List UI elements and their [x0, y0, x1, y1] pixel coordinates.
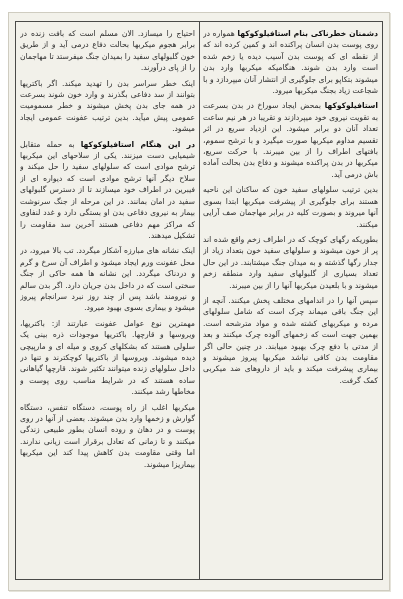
paragraph: [203, 184, 378, 230]
paragraph: [20, 139, 195, 242]
paragraph-text: اینک نشانه های مبارزه آشکار میگردد. تب بالا میرود، در محل عفونت ورم ایجاد میشود و اطراف آن سرخ و گرم و دردناک میگردد. این نشانه ها همه حاکی از جنگ سختی است که در داخل بدن جریان دارد. اگر بدن سالم و نیرومند باشد پس از چند روز نبرد سرانجام پیروز میشود و بیماری بسوی بهبود میرود.: [20, 246, 195, 313]
paragraph-lead: استافیلوکوکها: [324, 101, 378, 111]
paragraph: [20, 28, 195, 74]
right-column: [203, 28, 378, 573]
paragraph-text: بطوریکه رگهای کوچک که در اطراف زخم واقع شده اند پر از خون میشوند و سلولهای سفید خون بتعداد زیاد از جدار رگها گذشته و به میدان جنگ میشتابند. در این حال تعداد بسیاری از گلبولهای سفید وارد منطقه زخم میشوند و با بلعیدن میکربها آنها را از بین میبرند.: [203, 234, 378, 290]
paragraph-text: بدین ترتیب سلولهای سفید خون که ساکنان این ناحیه هستند برای جلوگیری از پیشرفت میکربها ابتدا بسوی آنها میروند و بصورت کلیه در برابر مهاجمان صف آرایی میکنند.: [203, 185, 378, 229]
paragraph-text: به حمله متقابل شیمیایی دست میزنند. یکی از سلاحهای این میکربها ترشح موادی است که سلولهای سفید را حل میکند و سلاح دیگر آنها ترشح موادی است که دیواره ای از فیبرین در اطراف خود میسازند تا از دسترس گلبولهای سفید در امان بمانند. در این مرحله از جنگ سرنوشت بیمار به نیروی دفاعی بدن او بستگی دارد و غدد لنفاوی که مراکز مهم دفاعی هستند آخرین سد مقاومت را تشکیل میدهند.: [20, 139, 195, 240]
paragraph: [203, 100, 378, 180]
paragraph: [20, 318, 195, 398]
paragraph: [20, 78, 195, 135]
left-column: [20, 28, 195, 573]
document-page: [8, 12, 390, 591]
paragraph: [203, 234, 378, 291]
paragraph-lead: دشمنان خطرناکی بنام استافیلوکوکها: [237, 29, 378, 38]
paragraph: [20, 402, 195, 470]
paragraph-text: همواره در روی پوست بدن انسان پراکنده اند و کمین کرده اند که از نقطه ای که پوست بدن آسیب دیده یا زخم شده است وارد بدن شوند. هنگامیکه میکربها وارد بدن میشوند بتکاپو برای جلوگیری از انتشار آنان میپردازد و با شجاعت زیاد بجنگ میکربها میرود.: [203, 29, 378, 96]
paragraph: [203, 295, 378, 386]
paragraph: [20, 245, 195, 313]
paragraph: [203, 28, 378, 96]
column-divider: [199, 22, 200, 579]
page-frame: [15, 21, 383, 580]
paragraph-text: مهمترین نوع عوامل عفونت عبارتند از: باکتریها، ویروسها و قارچها. باکتریها موجودات ذره بینی یک سلولی هستند که بشکلهای کروی و میله ای و مارپیچی دیده میشوند. ویروسها از باکتریها کوچکترند و تنها در داخل سلولهای زنده میتوانند تکثیر شوند. قارچها گیاهانی ساده هستند که در شرایط مناسب روی پوست و مخاطها رشد میکنند.: [20, 318, 195, 397]
paragraph-text: احتیاج را میسازد. الان مسلم است که بافت زنده در برابر هجوم میکربها بحالت دفاع درمی آید و از طریق خون گلبولهای سفید را بمیدان جنگ میفرستد تا مهاجمان را از پای درآورند.: [20, 29, 195, 73]
paragraph-text: سپس آنها را در اندامهای مختلف پخش میکنند. آنچه از این جنگ باقی میماند چرک است که شامل سلولهای مرده و میکربهای کشته شده و مواد مترشحه است. بهمین جهت است که زخمهای آلوده چرک میکنند و بعد از مدتی با دفع چرک بهبود مییابند. در چنین حالی اگر مقاومت بدن کافی نباشد میکربها پیروز میشوند و بیماری پیشرفت میکند و باید از داروهای ضد میکربی کمک گرفت.: [203, 295, 378, 385]
paragraph-text: میکربها اغلب از راه پوست، دستگاه تنفس، دستگاه گوارش و زخمها وارد بدن میشوند. بعضی از آنها در روی پوست و در دهان و روده انسان بطور طبیعی زندگی میکنند و تا زمانی که تعادل برقرار است زیانی ندارند. اما وقتی مقاومت بدن کاهش پیدا کند این میکربها بیماریزا میشوند.: [20, 402, 195, 469]
paragraph-text: بمحض ایجاد سوراخ در بدن بسرعت به تقویت نیروی خود میپردازند و تقریبا در هر نیم ساعت تعداد آنان دو برابر میشود. این ازدیاد سریع در اثر تقسیم مداوم میکربها صورت میگیرد و با ترشح سموم، بافتهای اطراف را از بین میبرند. با حرکت سریع، میکربها در بدن پراکنده میشوند و دفاع بدن بحالت آماده باش درمی آید.: [203, 101, 378, 179]
paragraph-text: اینک خطر سراسر بدن را تهدید میکند. اگر باکتریها بتوانند از سد دفاعی بگذرند و وارد خون شوند بسرعت در همه جای بدن پخش میشوند و خطر مسمومیت عمومی پیش میآید. بدین ترتیب عفونت عمومی ایجاد میشود.: [20, 78, 195, 134]
paragraph-lead: در این هنگام استافیلوکوکها: [80, 139, 195, 149]
